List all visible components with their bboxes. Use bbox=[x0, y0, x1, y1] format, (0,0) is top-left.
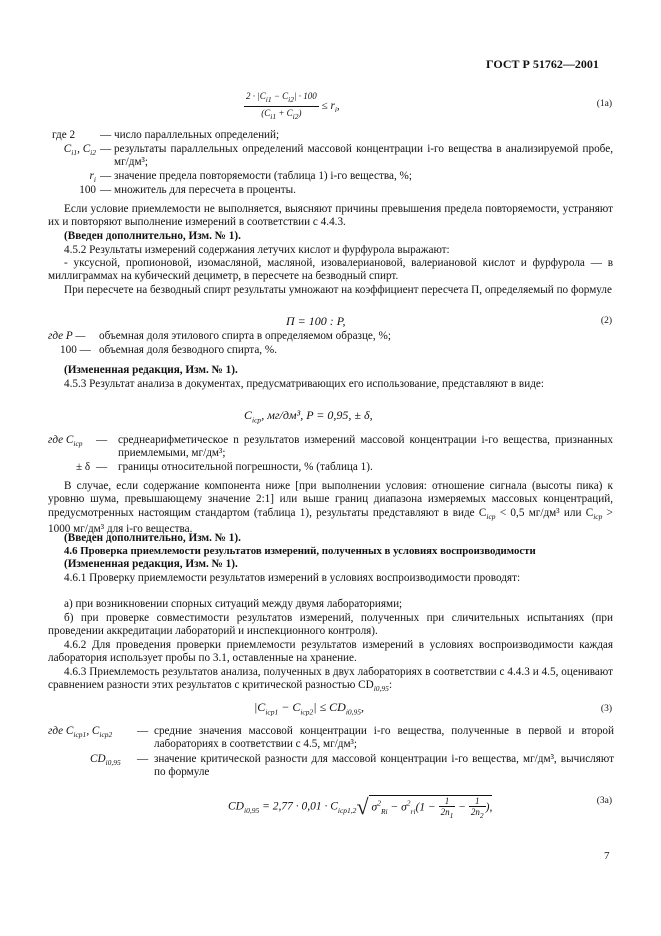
equation-3a: $CD_{i0,95} = 2,77 \cdot 0,01 \cdot C_{icp1,2}√$ $\sigma^2_{Ri} - \sigma^2_{ri}(1$ − $\frac{1}{2n_1}$ − $\frac{1}{2n_2}$ ), bbox=[228, 794, 493, 820]
def1-row-2: $C_{i1}$, $C_{i2}$ — результаты параллельных определений массовой концентрации i-го вещества в анализируемой пробе, мг/дм³; bbox=[63, 143, 613, 169]
eq3a-frac-2: $\frac{1}{2n_2}$ bbox=[470, 795, 484, 820]
eq1a-numerator: $2 \cdot |C_{i1} - C_{i2}| \cdot 100$ bbox=[244, 90, 319, 107]
eq3a-number: (3а) bbox=[596, 796, 612, 806]
note-changed-1: (Измененная редакция, Изм. № 1). bbox=[64, 364, 238, 376]
paragraph-condition: Если условие приемлемости не выполняется, выясняют причины превышения предела повторяемости, устраняют их и повторяют выполнение измерений в соответствии с 4.4.3. bbox=[48, 203, 613, 229]
def3-row-2: ± δ — границы относительной погрешности, % (таблица 1). bbox=[76, 461, 373, 473]
note-changed-2: (Измененная редакция, Изм. № 1). bbox=[64, 558, 238, 570]
paragraph-4-6-2: 4.6.2 Для проведения проверки приемлемости результатов измерений в условиях воспроизводимости каждая лаборатория использует пробы по 3.1, оставленные на хранение. bbox=[48, 639, 613, 665]
note-added-2: (Введен дополнительно, Изм. № 1). bbox=[64, 532, 241, 544]
paragraph-acids-list: - уксусной, пропионовой, изомасляной, масляной, изовалериановой, валериановой кислот и фурфурола — в миллиграммах на кубический дециметр, в пересчете на безводный спирт. bbox=[48, 257, 613, 283]
paragraph-4-5-2: 4.5.2 Результаты измерений содержания летучих кислот и фурфурола выражают: bbox=[64, 244, 450, 256]
eq1a-denominator: $(C_{i1} + C_{i2})$ bbox=[261, 107, 302, 121]
page-number: 7 bbox=[604, 850, 610, 862]
note-added-1: (Введен дополнительно, Изм. № 1). bbox=[64, 230, 241, 242]
section-heading-4-6: 4.6 Проверка приемлемости результатов измерений, полученных в условиях воспроизводимости bbox=[64, 545, 536, 557]
eq1a-number: (1а) bbox=[596, 99, 612, 109]
page-header-title: ГОСТ Р 51762—2001 bbox=[486, 57, 599, 71]
def2-row-1: где P — объемная доля этилового спирта в определяемом образце, %; bbox=[48, 330, 391, 342]
def3-row-1: где $C_{icp}$ — среднеарифметическое n результатов измерений массовой концентрации i-го вещества, признанных приемлемыми, мг/дм³; bbox=[48, 434, 613, 460]
eq3a-radicand: $\sigma^2_{Ri} - \sigma^2_{ri}(1$ − $\frac{1}{2n_1}$ − $\frac{1}{2n_2}$ ), bbox=[369, 795, 493, 820]
paragraph-item-a: а) при возникновении спорных ситуаций между двумя лабораториями; bbox=[64, 598, 403, 610]
def4-row-1: где $C_{icp1}$, $C_{icp2}$ — средние значения массовой концентрации i-го вещества, полученные в первой и второй лабораториях в соответствии с 4.5, мг/дм³; bbox=[48, 725, 614, 751]
def1-row-1: где 2 — число параллельных определений; bbox=[52, 129, 280, 141]
paragraph-limits: В случае, если содержание компонента ниже [при выполнении условия: отношение сигнала (высоты пика) к уровню шума, превышающему значение 2:1] или выше границ диапазона измеряемых массовых концентраций, предусмотренных настоящим стандартом (таблица 1), результаты представляют в виде $C_{icp} < 0,5$ мг/дм³ или $C_{icp} > 1000$ мг/дм³ для i-го вещества. bbox=[48, 480, 613, 536]
equation-3: $|C_{icp1} - C_{icp2}| \le CD_{i0,95}$, bbox=[254, 700, 365, 717]
equation-1a bbox=[244, 90, 340, 123]
def1-row-3: $r_i$ — значение предела повторяемости (таблица 1) i-го вещества, %; bbox=[89, 170, 412, 185]
eq2-number: (2) bbox=[600, 316, 612, 326]
paragraph-4-6-3: 4.6.3 Приемлемость результатов анализа, полученных в двух лабораториях в соответствии с 4.4.3 и 4.5, оценивают сравнением разности этих результатов с критической разностью $CD_{i0,95}$: bbox=[48, 666, 613, 694]
paragraph-4-6-1: 4.6.1 Проверку приемлемости результатов измерений в условиях воспроизводимости проводят: bbox=[64, 572, 521, 584]
eq1a-rhs: ≤ $r_i$, bbox=[321, 99, 340, 115]
eq1a-fraction bbox=[244, 90, 319, 123]
def2-row-2: 100 — объемная доля безводного спирта, %. bbox=[60, 344, 277, 356]
paragraph-4-5-3: 4.5.3 Результат анализа в документах, предусматривающих его использование, представляют в виде: bbox=[64, 378, 544, 390]
equation-2: П = 100 : P, bbox=[286, 314, 346, 328]
def4-row-2: $CD_{i0,95}$ — значение критической разности для массовой концентрации i-го вещества, мг/дм³, вычисляют по формуле bbox=[90, 753, 614, 779]
def1-row-4: 100 — множитель для пересчета в проценты. bbox=[79, 184, 296, 196]
equation-result: $C_{icp}$, мг/дм³, P = 0,95, ± δ, bbox=[244, 408, 373, 425]
paragraph-item-b: б) при проверке совместимости результатов измерений, полученных при сличительных испытаниях (при проведении аккредитации лабораторий и инспекционного контроля). bbox=[48, 612, 613, 638]
eq3a-frac-1: $\frac{1}{2n_1}$ bbox=[440, 795, 454, 820]
paragraph-conversion: При пересчете на безводный спирт результаты умножают на коэффициент пересчета П, определяемый по формуле bbox=[64, 284, 612, 296]
eq3-number: (3) bbox=[600, 704, 612, 714]
